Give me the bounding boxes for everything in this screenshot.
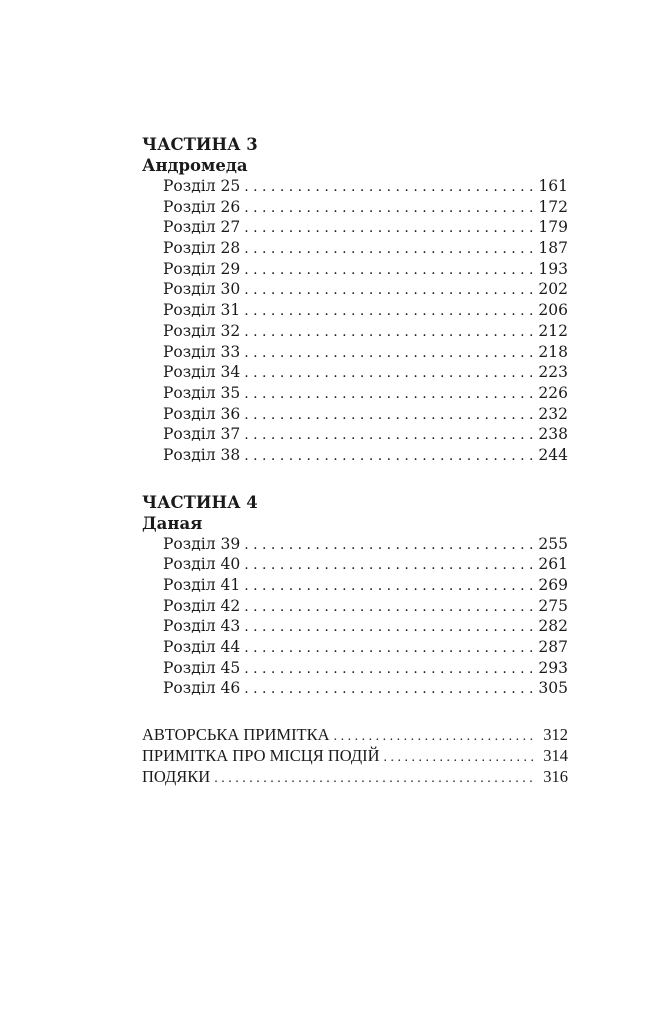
chapter-title: Розділ 26 xyxy=(163,197,241,216)
chapter-title: Розділ 34 xyxy=(163,363,241,382)
chapter-title: Розділ 42 xyxy=(163,596,241,615)
dot-leader xyxy=(214,769,535,788)
dot-leader xyxy=(244,405,535,425)
dot-leader xyxy=(244,322,535,342)
page-number: 206 xyxy=(538,301,568,320)
dot-leader xyxy=(244,198,535,218)
section-title: ПРИМІТКА ПРО МІСЦЯ ПОДІЙ xyxy=(142,745,380,765)
toc-entry[interactable] xyxy=(142,725,568,746)
chapter-title: Розділ 46 xyxy=(163,679,241,698)
part-3 xyxy=(142,134,568,466)
page-number: 172 xyxy=(538,197,568,216)
page-number: 293 xyxy=(538,658,568,677)
dot-leader xyxy=(384,748,535,767)
dot-leader xyxy=(244,260,535,280)
toc-entry[interactable] xyxy=(142,445,568,466)
toc-entry[interactable] xyxy=(142,424,568,445)
toc-entry[interactable] xyxy=(142,658,568,679)
chapter-title: Розділ 40 xyxy=(163,555,241,574)
page-number: 218 xyxy=(538,342,568,361)
toc-entry[interactable] xyxy=(142,596,568,617)
dot-leader xyxy=(334,727,535,746)
page-number: 287 xyxy=(538,638,568,657)
page-number: 223 xyxy=(538,363,568,382)
chapter-title: Розділ 32 xyxy=(163,321,241,340)
toc-entry[interactable] xyxy=(142,767,568,788)
toc-entry[interactable] xyxy=(142,678,568,699)
dot-leader xyxy=(244,535,535,555)
dot-leader xyxy=(244,218,535,238)
dot-leader xyxy=(244,446,535,466)
page-number: 305 xyxy=(538,679,568,698)
toc-entry[interactable] xyxy=(142,404,568,425)
toc-entry[interactable] xyxy=(142,534,568,555)
toc-entry[interactable] xyxy=(142,259,568,280)
toc-entry[interactable] xyxy=(142,197,568,218)
chapter-title: Розділ 39 xyxy=(163,534,241,553)
chapter-title: Розділ 44 xyxy=(163,638,241,657)
page-number: 193 xyxy=(538,259,568,278)
page-number: 202 xyxy=(538,280,568,299)
back-matter xyxy=(142,725,568,787)
chapter-title: Розділ 29 xyxy=(163,259,241,278)
chapter-title: Розділ 25 xyxy=(163,177,241,195)
page-number: 261 xyxy=(538,555,568,574)
toc-entry[interactable] xyxy=(142,637,568,658)
chapter-title: Розділ 43 xyxy=(163,617,241,636)
toc-entry[interactable] xyxy=(142,279,568,300)
chapter-title: Розділ 31 xyxy=(163,301,241,320)
page-number: 161 xyxy=(538,177,568,195)
page-number: 312 xyxy=(543,725,568,745)
dot-leader xyxy=(244,177,535,197)
page-number: 212 xyxy=(538,321,568,340)
page-number: 238 xyxy=(538,425,568,444)
page-number: 269 xyxy=(538,576,568,594)
toc-entry[interactable] xyxy=(142,321,568,342)
toc-entry[interactable] xyxy=(142,575,568,596)
part-title: ЧАСТИНА 4 xyxy=(142,492,258,512)
page-number: 282 xyxy=(538,617,568,636)
page-number: 314 xyxy=(543,745,568,765)
chapter-title: Розділ 35 xyxy=(163,383,241,402)
dot-leader xyxy=(244,555,535,575)
chapter-title: Розділ 41 xyxy=(163,576,241,594)
dot-leader xyxy=(244,425,535,445)
dot-leader xyxy=(244,363,535,383)
chapter-title: Розділ 45 xyxy=(163,658,241,677)
dot-leader xyxy=(244,239,535,259)
toc-entry[interactable] xyxy=(142,746,568,767)
part-title: ЧАСТИНА 3 xyxy=(142,135,258,154)
dot-leader xyxy=(244,301,535,321)
chapter-title: Розділ 30 xyxy=(163,280,241,299)
dot-leader xyxy=(244,384,535,404)
toc-entry[interactable] xyxy=(142,383,568,404)
page-number: 232 xyxy=(538,404,568,423)
part-subtitle: Андромеда xyxy=(142,156,248,175)
part-subtitle: Даная xyxy=(142,513,203,533)
dot-leader xyxy=(244,617,535,637)
dot-leader xyxy=(244,576,535,596)
section-title: ПОДЯКИ xyxy=(142,766,211,786)
toc-entry[interactable] xyxy=(142,300,568,321)
dot-leader xyxy=(244,597,535,617)
toc-entry[interactable] xyxy=(142,176,568,197)
dot-leader xyxy=(244,343,535,363)
toc-entry[interactable] xyxy=(142,554,568,575)
page-number: 179 xyxy=(538,218,568,237)
section-title: АВТОРСЬКА ПРИМІТКА xyxy=(142,725,330,745)
toc-entry[interactable] xyxy=(142,342,568,363)
toc-entry[interactable] xyxy=(142,362,568,383)
chapter-title: Розділ 37 xyxy=(163,425,241,444)
dot-leader xyxy=(244,638,535,658)
page-number: 316 xyxy=(543,766,568,786)
chapter-title: Розділ 36 xyxy=(163,404,241,423)
page-number: 187 xyxy=(538,239,568,258)
page-number: 255 xyxy=(538,534,568,553)
toc-entry[interactable] xyxy=(142,217,568,238)
page-number: 275 xyxy=(538,596,568,615)
page-number: 226 xyxy=(538,383,568,402)
dot-leader xyxy=(244,659,535,679)
chapter-title: Розділ 38 xyxy=(163,445,241,464)
toc-entry[interactable] xyxy=(142,238,568,259)
dot-leader xyxy=(244,280,535,300)
chapter-title: Розділ 27 xyxy=(163,218,241,237)
table-of-contents xyxy=(142,134,568,787)
toc-entry[interactable] xyxy=(142,616,568,637)
dot-leader xyxy=(244,679,535,699)
part-4 xyxy=(142,492,568,700)
page-number: 244 xyxy=(538,445,568,464)
chapter-title: Розділ 28 xyxy=(163,239,241,258)
chapter-title: Розділ 33 xyxy=(163,342,241,361)
